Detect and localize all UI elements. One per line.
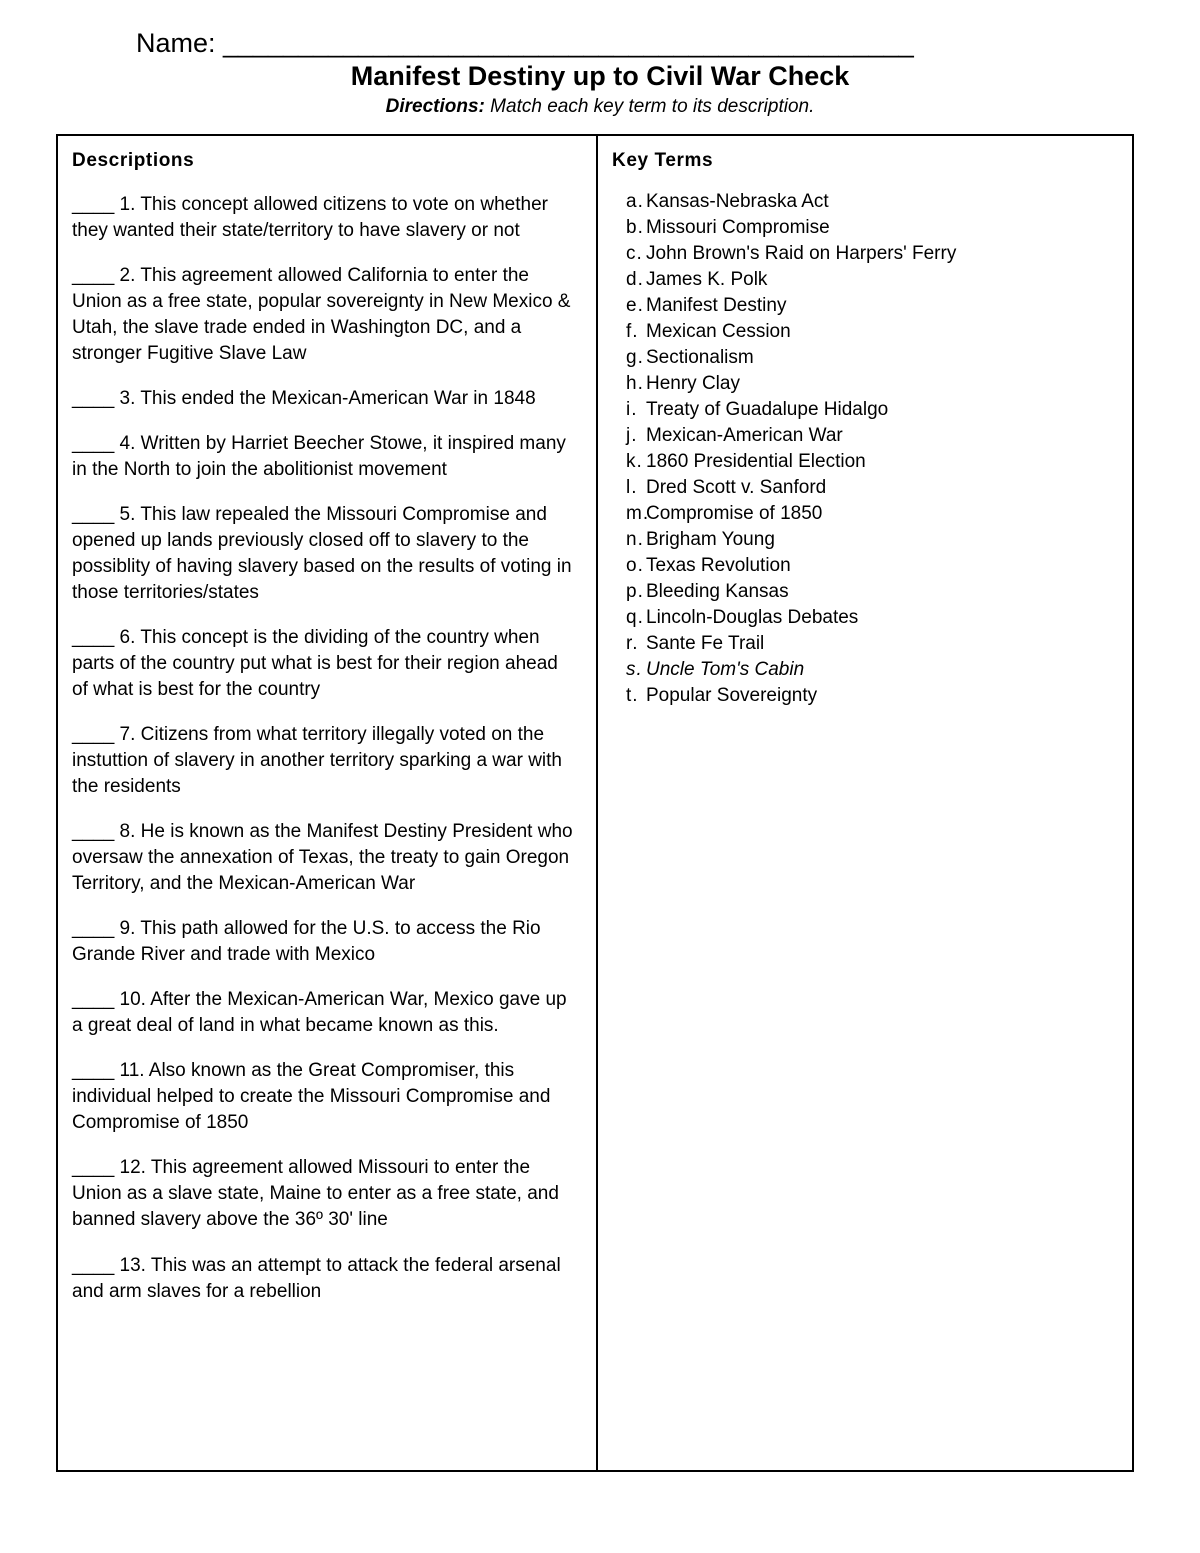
- key-term-letter: q.: [626, 607, 644, 628]
- key-term-label: Missouri Compromise: [646, 217, 830, 238]
- key-term-label: Popular Sovereignty: [646, 685, 818, 706]
- description-item: ____ 13. This was an attempt to attack the federal arsenal and arm slaves for a rebellion: [72, 1254, 561, 1302]
- key-term-label: Texas Revolution: [646, 555, 791, 576]
- list-item: [612, 556, 1118, 575]
- key-terms-column: [598, 136, 1132, 1470]
- directions: [56, 96, 1144, 118]
- list-item: [612, 270, 1118, 289]
- list-item: [612, 530, 1118, 549]
- key-terms-heading: Key Terms: [612, 150, 714, 171]
- description-item: ____ 8. He is known as the Manifest Destiny President who oversaw the annexation of Texas, the treaty to gain Oregon Territory, and the Mexican-American War: [72, 821, 573, 895]
- key-term-letter: k.: [626, 451, 643, 472]
- description-item: ____ 9. This path allowed for the U.S. to access the Rio Grande River and trade with Mexico: [72, 918, 541, 966]
- description-item: ____ 7. Citizens from what territory illegally voted on the instuttion of slavery in another territory sparking a war with the residents: [72, 724, 562, 798]
- key-term-label: Uncle Tom's Cabin: [646, 659, 805, 680]
- list-item: [612, 192, 1118, 211]
- matching-table: [56, 134, 1134, 1472]
- key-term-label: Brigham Young: [646, 529, 775, 550]
- list-item: [612, 348, 1118, 367]
- list-item: [612, 608, 1118, 627]
- key-term-letter: o.: [626, 555, 644, 576]
- list-item: [612, 374, 1118, 393]
- key-term-label: 1860 Presidential Election: [646, 451, 866, 472]
- list-item: [612, 478, 1118, 497]
- list-item: [612, 452, 1118, 471]
- key-term-label: James K. Polk: [646, 269, 768, 290]
- key-term-label: Mexican-American War: [646, 425, 843, 446]
- key-term-letter: p.: [626, 581, 644, 602]
- description-item: ____ 10. After the Mexican-American War, Mexico gave up a great deal of land in what became known as this.: [72, 989, 567, 1037]
- key-term-letter: r.: [626, 633, 639, 654]
- key-term-letter: a.: [626, 191, 644, 212]
- key-term-letter: s.: [626, 659, 643, 680]
- description-item: ____ 1. This concept allowed citizens to vote on whether they wanted their state/territory to have slavery or not: [72, 194, 548, 242]
- key-term-letter: n.: [626, 529, 644, 550]
- description-item: ____ 11. Also known as the Great Compromiser, this individual helped to create the Missouri Compromise and Compromise of 1850: [72, 1060, 551, 1134]
- key-term-label: Sante Fe Trail: [646, 633, 765, 654]
- list-item: [612, 634, 1118, 653]
- key-terms-list: [612, 192, 1118, 705]
- list-item: [612, 400, 1118, 419]
- list-item: [612, 244, 1118, 263]
- key-term-label: John Brown's Raid on Harpers' Ferry: [646, 243, 957, 264]
- list-item: [612, 426, 1118, 445]
- description-item: ____ 3. This ended the Mexican-American War in 1848: [72, 388, 536, 410]
- key-term-letter: j.: [626, 425, 638, 446]
- key-term-label: Treaty of Guadalupe Hidalgo: [646, 399, 889, 420]
- description-item: ____ 2. This agreement allowed California to enter the Union as a free state, popular sovereignty in New Mexico & Utah, the slave trade ended in Washington DC, and a stronger Fugitive Slave Law: [72, 265, 571, 365]
- key-term-letter: t.: [626, 685, 639, 706]
- list-item: [612, 296, 1118, 315]
- list-item: [612, 582, 1118, 601]
- list-item: [612, 218, 1118, 237]
- key-term-letter: e.: [626, 295, 644, 316]
- key-term-letter: g.: [626, 347, 644, 368]
- name-field-line[interactable]: Name: ______________________________________________: [136, 28, 914, 58]
- key-term-label: Mexican Cession: [646, 321, 791, 342]
- key-term-label: Kansas-Nebraska Act: [646, 191, 829, 212]
- key-term-letter: h.: [626, 373, 644, 394]
- list-item: [612, 686, 1118, 705]
- key-term-letter: m.: [626, 503, 650, 524]
- list-item: [612, 660, 1118, 679]
- key-term-label: Henry Clay: [646, 373, 740, 394]
- description-item: ____ 5. This law repealed the Missouri Compromise and opened up lands previously closed off to slavery to the possiblity of having slavery based on the results of voting in those territories/states: [72, 504, 572, 604]
- key-term-label: Bleeding Kansas: [646, 581, 789, 602]
- key-term-label: Compromise of 1850: [646, 503, 823, 524]
- description-item: ____ 4. Written by Harriet Beecher Stowe, it inspired many in the North to join the abolitionist movement: [72, 433, 566, 481]
- key-term-label: Dred Scott v. Sanford: [646, 477, 827, 498]
- key-term-letter: d.: [626, 269, 644, 290]
- key-term-letter: c.: [626, 243, 643, 264]
- key-term-label: Sectionalism: [646, 347, 754, 368]
- directions-label: Directions:: [385, 96, 485, 117]
- description-item: ____ 6. This concept is the dividing of the country when parts of the country put what is best for their region ahead of what is best for the country: [72, 627, 558, 701]
- key-term-letter: f.: [626, 321, 639, 342]
- descriptions-column: [58, 136, 598, 1470]
- key-term-letter: i.: [626, 399, 638, 420]
- list-item: [612, 504, 1118, 523]
- key-term-label: Manifest Destiny: [646, 295, 787, 316]
- key-term-letter: l.: [626, 477, 638, 498]
- list-item: [612, 322, 1118, 341]
- descriptions-list: [72, 192, 578, 1305]
- page-title: Manifest Destiny up to Civil War Check: [350, 61, 850, 91]
- key-term-letter: b.: [626, 217, 644, 238]
- description-item: ____ 12. This agreement allowed Missouri to enter the Union as a slave state, Maine to enter as a free state, and banned slavery above the 36º 30' line: [72, 1157, 559, 1231]
- key-term-label: Lincoln-Douglas Debates: [646, 607, 859, 628]
- directions-text: Match each key term to its description.: [484, 96, 815, 117]
- descriptions-heading: Descriptions: [72, 150, 195, 171]
